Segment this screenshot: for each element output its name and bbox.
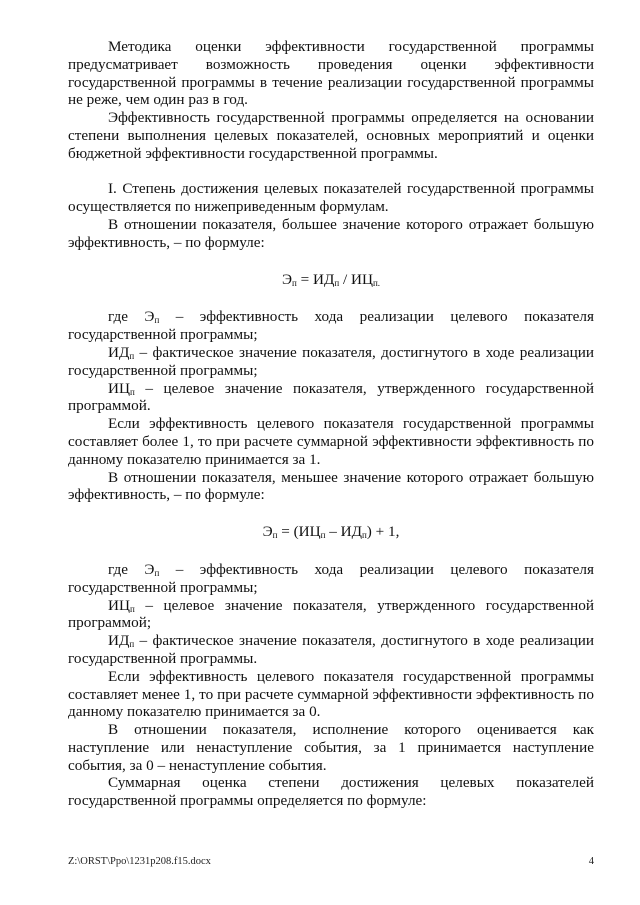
document-body	[68, 38, 594, 810]
file-path: Z:\ORST\Ppo\1231p208.f15.docx	[68, 856, 211, 867]
definition-ic-1: $ИЦ_п$ – целевое значение показателя, утвержденного государственной программой.	[68, 379, 594, 415]
definition-e-1: где $Э_п$ – эффективность хода реализации целевого показателя государственной программы;	[68, 308, 594, 344]
paragraph-effectiveness: Эффективность государственной программы определяется на основании степени выполнения целевых показателей, основных мероприятий и оценки бюджетной эффективности государственной программы.	[68, 109, 594, 162]
paragraph-less-than-1: Если эффективность целевого показателя государственной программы составляет менее 1, то при расчете суммарной эффективности эффективность по данному показателю принимается за 0.	[68, 667, 594, 721]
definition-id-1: $ИД_п$ – фактическое значение показателя, достигнутого в ходе реализации государственной программы;	[68, 343, 594, 379]
paragraph-section-1: I. Степень достижения целевых показателей государственной программы осуществляется по нижеприведенным формулам.	[68, 180, 594, 216]
paragraph-lesser-value: В отношении показателя, меньшее значение которого отражает большую эффективность, – по формуле:	[68, 468, 594, 504]
definition-id-2: $ИД_п$ – фактическое значение показателя, достигнутого в ходе реализации государственной программы.	[68, 632, 594, 667]
paragraph-greater-value: В отношении показателя, большее значение которого отражает большую эффективность, – по формуле:	[68, 215, 594, 251]
formula-1: $Э_п = ИД_п / ИЦ_{п.}$	[281, 270, 381, 288]
page-number: 4	[588, 856, 594, 867]
definition-e-2: где $Э_п$ – эффективность хода реализации целевого показателя государственной программы;	[68, 560, 594, 596]
definition-ic-2: $ИЦ_п$ – целевое значение показателя, утвержденного государственной программой;	[68, 596, 594, 632]
paragraph-event: В отношении показателя, исполнение которого оценивается как наступление или ненаступление события, за 1 принимается наступление события, за 0 – ненаступление события.	[68, 721, 594, 774]
paragraph-method: Методика оценки эффективности государственной программы предусматривает возможность проведения оценки эффективности государственной программы в течение реализации государственной программы не реже, чем один раз в год.	[68, 38, 594, 109]
paragraph-summary: Суммарная оценка степени достижения целевых показателей государственной программы определяется по формуле:	[68, 774, 594, 810]
formula-2: $Э_п = (ИЦ_п - ИД_п) + 1$,	[262, 523, 400, 541]
blank-line	[68, 163, 594, 181]
paragraph-more-than-1: Если эффективность целевого показателя государственной программы составляет более 1, то при расчете суммарной эффективности эффективность по данному показателю принимается за 1.	[68, 415, 594, 468]
